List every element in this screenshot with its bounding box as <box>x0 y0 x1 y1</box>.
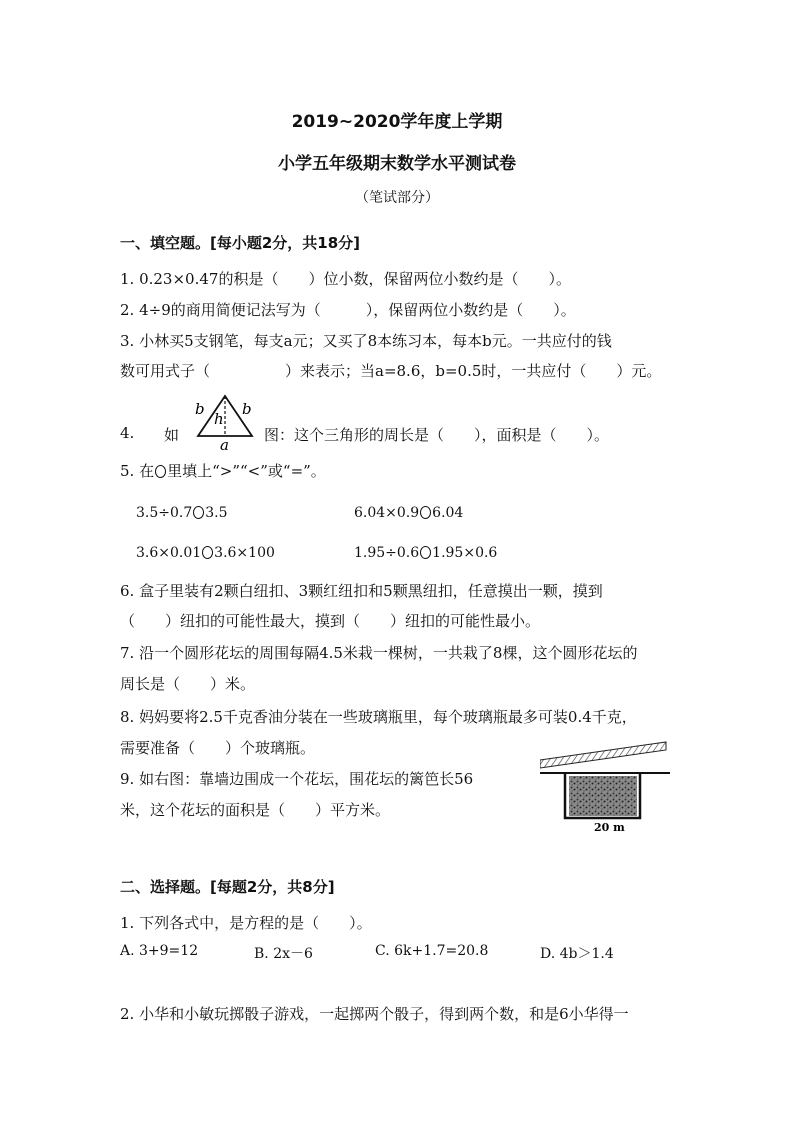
flower-bed-figure <box>540 738 672 834</box>
question-1-8-line2: 需要准备（ ）个玻璃瓶。 <box>120 739 316 757</box>
question-1-3-line1: 3. 小林买5支钢笔，每支a元；又买了8本练习本，每本b元。一共应付的钱 <box>120 332 612 350</box>
triangle-figure <box>192 392 258 452</box>
compare-circle-icon[interactable] <box>193 506 204 519</box>
question-1-4-number: 4. <box>120 424 135 442</box>
compare-item-1: 3.5÷0.7 3.5 <box>136 505 228 521</box>
compare-circle-icon <box>155 465 166 478</box>
compare-item-4: 1.95÷0.6 1.95×0.6 <box>354 545 498 561</box>
title-line-2: 小学五年级期末数学水平测试卷 <box>278 154 516 174</box>
compare-item-3: 3.6×0.01 3.6×100 <box>136 545 275 561</box>
question-1-3-line2: 数可用式子（ ）来表示；当a=8.6，b=0.5时，一共应付（ ）元。 <box>120 362 662 380</box>
section1-heading: 一、填空题。[每小题2分，共18分] <box>120 234 361 252</box>
subtitle: （笔试部分） <box>355 190 439 206</box>
compare-circle-icon[interactable] <box>420 546 431 559</box>
question-1-6-line2: （ ）纽扣的可能性最大，摸到（ ）纽扣的可能性最小。 <box>120 612 541 630</box>
question-1-7-line2: 周长是（ ）米。 <box>120 675 256 693</box>
option-d[interactable]: D. 4b＞1.4 <box>540 946 614 962</box>
question-1-8-line1: 8. 妈妈要将2.5千克香油分装在一些玻璃瓶里，每个玻璃瓶最多可装0.4千克， <box>120 708 637 726</box>
figure-width-label: 20 m <box>594 821 625 834</box>
question-1-5 <box>120 460 326 481</box>
triangle-base-label: a <box>220 436 229 452</box>
compare-circle-icon[interactable] <box>420 506 431 519</box>
question-1-4-suffix: 图：这个三角形的周长是（ ），面积是（ ）。 <box>264 426 610 444</box>
question-1-7-line1: 7. 沿一个圆形花坛的周围每隔4.5米栽一棵树，一共栽了8棵，这个圆形花坛的 <box>120 644 638 662</box>
question-1-5-part-a: 5. 在 <box>120 462 155 480</box>
triangle-side-right-label: b <box>242 400 252 418</box>
question-1-2: 2. 4÷9的商用简便记法写为（ ），保留两位小数约是（ ）。 <box>120 301 576 319</box>
question-1-9-line1: 9. 如右图：靠墙边围成一个花坛，围花坛的篱笆长56 <box>120 770 474 788</box>
question-2-2-line1: 2. 小华和小敏玩掷骰子游戏，一起掷两个骰子，得到两个数，和是6小华得一 <box>120 1005 629 1023</box>
question-1-9-line2: 米，这个花坛的面积是（ ）平方米。 <box>120 801 391 819</box>
question-2-1: 1. 下列各式中，是方程的是（ ）。 <box>120 914 372 932</box>
question-1-4-prefix: 如 <box>164 426 180 444</box>
option-c[interactable]: C. 6k+1.7=20.8 <box>375 943 489 959</box>
option-b[interactable]: B. 2x－6 <box>254 946 313 962</box>
question-1-6-line1: 6. 盒子里装有2颗白纽扣、3颗红纽扣和5颗黑纽扣，任意摸出一颗，摸到 <box>120 582 603 600</box>
question-1-1: 1. 0.23×0.47的积是（ ）位小数，保留两位小数约是（ ）。 <box>120 270 571 288</box>
compare-circle-icon[interactable] <box>202 546 213 559</box>
option-a[interactable]: A. 3+9=12 <box>120 943 199 959</box>
triangle-height-label: h <box>214 410 224 428</box>
question-1-5-part-b: 里填上“>”“<”或“=”。 <box>167 462 326 480</box>
triangle-side-left-label: b <box>195 400 205 418</box>
section2-heading: 二、选择题。[每题2分，共8分] <box>120 878 335 896</box>
compare-item-2: 6.04×0.9 6.04 <box>354 505 464 521</box>
title-line-1: 2019~2020学年度上学期 <box>291 112 503 132</box>
